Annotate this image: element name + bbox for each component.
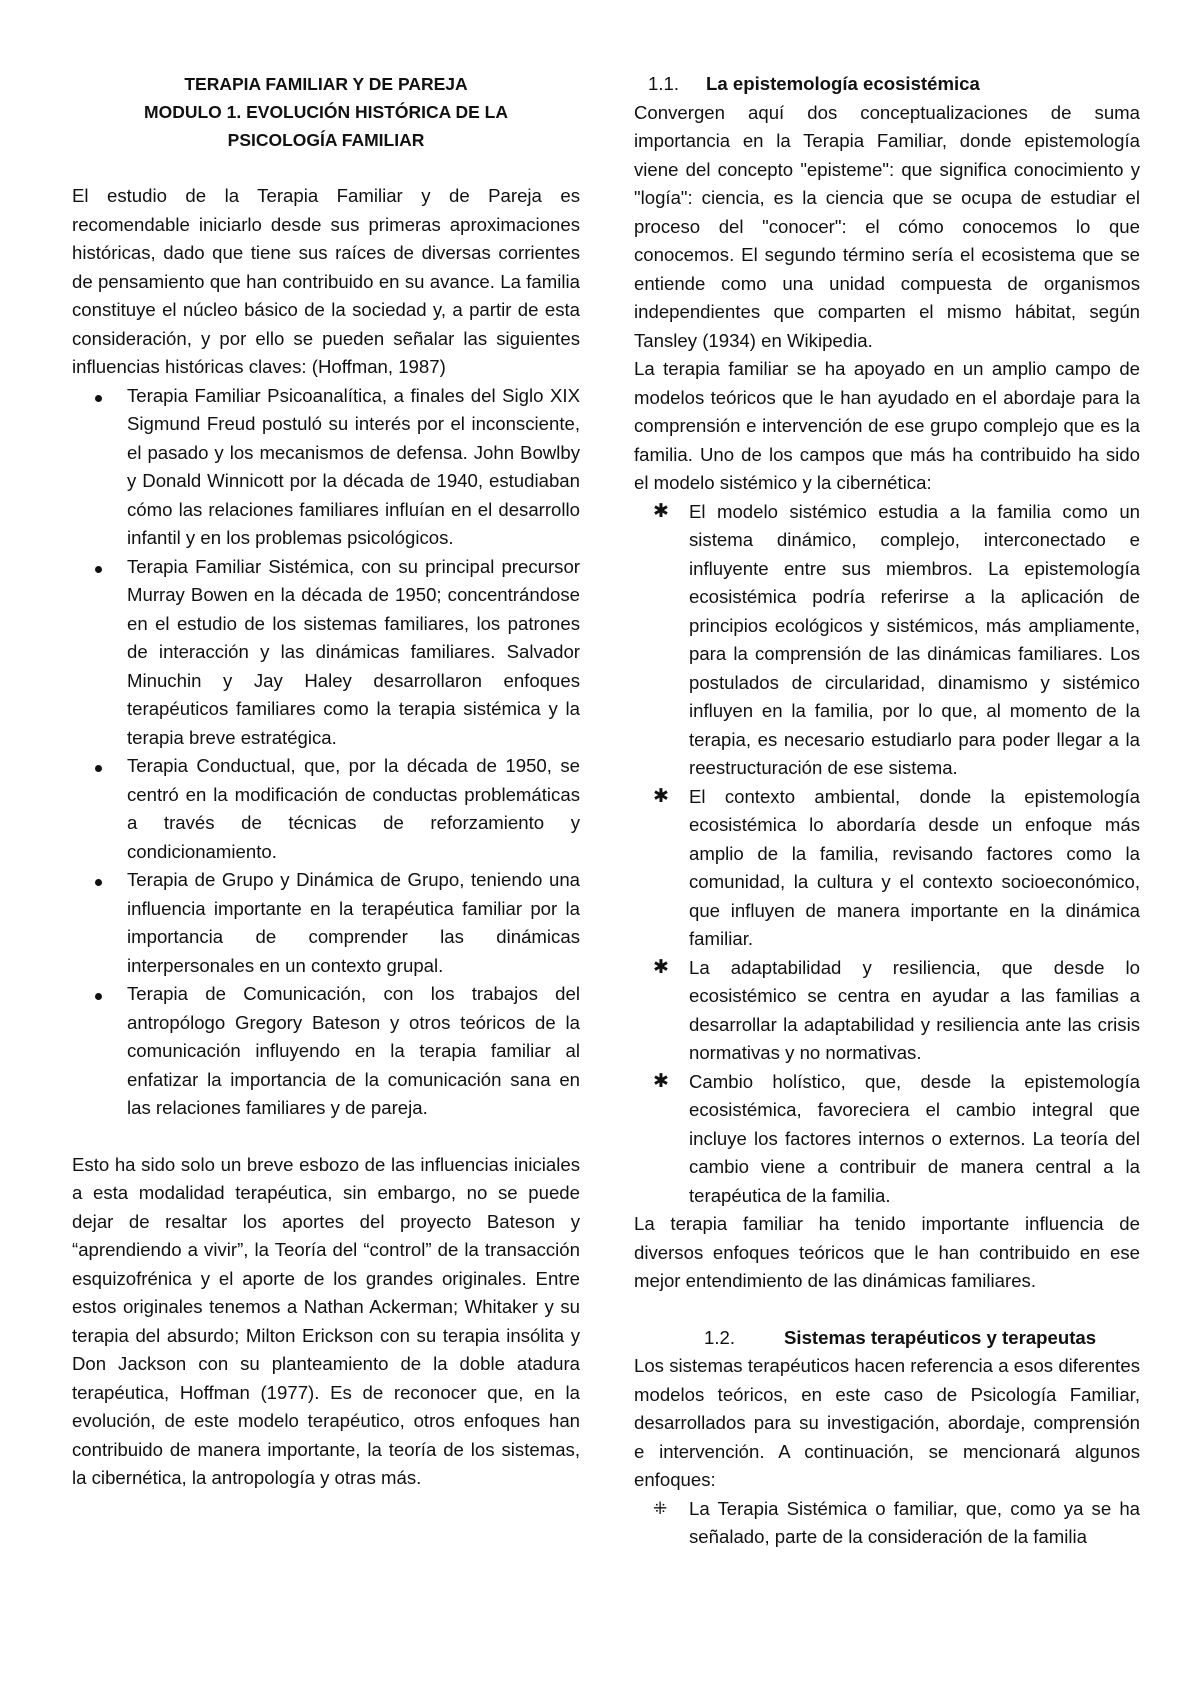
list-item: ⁜ La Terapia Sistémica o familiar, que, como ya se ha señalado, parte de la consideración de la familia: [634, 1495, 1140, 1552]
ecosystemic-list: [634, 498, 1140, 1211]
bullet-star-icon: ✱: [653, 1070, 669, 1092]
bullet-dot-icon: [91, 553, 105, 582]
bullet-dot-icon: [91, 866, 105, 895]
section-title: Sistemas terapéuticos y terapeutas: [784, 1326, 1097, 1348]
bullet-asterisk-icon: ⁜: [653, 1498, 668, 1518]
influences-list: [72, 382, 580, 1123]
left-column: [72, 70, 580, 1493]
document-title-line-1: TERAPIA FAMILIAR Y DE PAREJA: [184, 74, 468, 94]
bullet-dot-icon: [91, 980, 105, 1009]
list-item: ✱ El contexto ambiental, donde la epistemología ecosistémica lo abordaría desde un enfoque más amplio de la familia, revisando factores como la comunidad, la cultura y el contexto socioeconómico, que influyen de manera importante en la dinámica familiar.: [634, 783, 1140, 954]
bullet-star-icon: ✱: [653, 500, 669, 522]
bullet-star-icon: ✱: [653, 785, 669, 807]
list-item: Terapia de Grupo y Dinámica de Grupo, teniendo una influencia importante en la terapéutica familiar por la importancia de comprender las dinámicas interpersonales en un contexto grupal.: [72, 866, 580, 980]
section-1-1-paragraph-2: La terapia familiar se ha apoyado en un amplio campo de modelos teóricos que le han ayudado en el abordaje para la comprensión e intervención de ese grupo complejo que es la familia. Uno de los campos que más ha contribuido ha sido el modelo sistémico y la cibernética:: [634, 358, 1140, 493]
list-item: Terapia Familiar Sistémica, con su principal precursor Murray Bowen en la década de 1950; concentrándose en el estudio de los sistemas familiares, los patrones de interacción y las dinámicas familiares. Salvador Minuchin y Jay Haley desarrollaron enfoques terapéuticos familiares como la terapia sistémica y la terapia breve estratégica.: [72, 553, 580, 753]
list-item: Terapia Familiar Psicoanalítica, a finales del Siglo XIX Sigmund Freud postuló su interés por el inconsciente, el pasado y los mecanismos de defensa. John Bowlby y Donald Winnicott por la década de 1940, estudiaban cómo las relaciones familiares influían en el desarrollo infantil y en los problemas psicológicos.: [72, 382, 580, 553]
section-number: 1.2.: [704, 1326, 736, 1348]
list-item: ✱ Cambio holístico, que, desde la epistemología ecosistémica, favoreciera el cambio integral que incluye los factores internos o externos. La teoría del cambio viene a contribuir de manera central a la terapéutica de la familia.: [634, 1068, 1140, 1211]
section-1-1-paragraph-1: Convergen aquí dos conceptualizaciones de suma importancia en la Terapia Familiar, donde epistemología viene del concepto "episteme": que significa conocimiento y "logía": ciencia, es la ciencia que se ocupa de estudiar el proceso del "conocer": el cómo conocemos lo que conocemos. El segundo término sería el ecosistema que se entiende como una unidad compuesta de organismos independientes que comparten el mismo hábitat, según Tansley (1934) en Wikipedia.: [634, 101, 1140, 351]
bullet-star-icon: ✱: [653, 956, 669, 978]
bullet-dot-icon: [91, 752, 105, 781]
section-heading-1-1: [634, 70, 1140, 99]
list-item: Terapia Conductual, que, por la década de 1950, se centró en la modificación de conductas problemáticas a través de técnicas de reforzamiento y condicionamiento.: [72, 752, 580, 866]
section-number: 1.1.: [648, 73, 680, 94]
right-column: [634, 70, 1140, 1552]
section-1-1-paragraph-3: La terapia familiar ha tenido importante influencia de diversos enfoques teóricos que le han contribuido en ese mejor entendimiento de las dinámicas familiares.: [634, 1213, 1140, 1291]
list-item: ✱ El modelo sistémico estudia a la familia como un sistema dinámico, complejo, interconectado e influyente entre sus miembros. La epistemología ecosistémica podría referirse a la aplicación de principios ecológicos y sistémicos, más ampliamente, para la comprensión de las dinámicas familiares. Los postulados de circularidad, dinamismo y sistémico influyen en la familia, por lo que, al momento de la terapia, es necesario estudiarlo para poder llegar a la reestructuración de ese sistema.: [634, 498, 1140, 783]
section-1-2-paragraph-1: Los sistemas terapéuticos hacen referencia a esos diferentes modelos teóricos, en este caso de Psicología Familiar, desarrollados para su investigación, abordaje, comprensión e intervención. A continuación, se mencionará algunos enfoques:: [634, 1355, 1140, 1490]
list-item: ✱ La adaptabilidad y resiliencia, que desde lo ecosistémico se centra en ayudar a las familias a desarrollar la adaptabilidad y resiliencia ante las crisis normativas y no normativas.: [634, 954, 1140, 1068]
list-item: Terapia de Comunicación, con los trabajos del antropólogo Gregory Bateson y otros teóricos de la comunicación influyendo en la terapia familiar al enfatizar la importancia de la comunicación sana en las relaciones familiares y de pareja.: [72, 980, 580, 1123]
section-heading-1-2: [704, 1324, 1140, 1353]
document-title-line-2: MODULO 1. EVOLUCIÓN HISTÓRICA DE LA: [144, 102, 508, 122]
closing-paragraph: Esto ha sido solo un breve esbozo de las influencias iniciales a esta modalidad terapéutica, sin embargo, no se puede dejar de resaltar los aportes del proyecto Bateson y “aprendiendo a vivir”, la Teoría del “control” de la transacción esquizofrénica y el aporte de los grandes originales. Entre estos originales tenemos a Nathan Ackerman; Whitaker y su terapia del absurdo; Milton Erickson con su terapia insólita y Don Jackson con su planteamiento de la doble atadura terapéutica, Hoffman (1977). Es de reconocer que, en la evolución, de este modelo terapéutico, otros enfoques han contribuido de manera importante, la teoría de los sistemas, la cibernética, la antropología y otras más.: [72, 1153, 580, 1488]
intro-paragraph: El estudio de la Terapia Familiar y de Pareja es recomendable iniciarlo desde sus primeras aproximaciones históricas, dado que tiene sus raíces de diversas corrientes de pensamiento que han contribuido en su avance. La familia constituye el núcleo básico de la sociedad y, a partir de esta consideración, y por ello se pueden señalar las siguientes influencias históricas claves: (Hoffman, 1987): [72, 185, 580, 377]
bullet-dot-icon: [91, 382, 105, 411]
therapeutic-systems-list: [634, 1495, 1140, 1552]
section-title: La epistemología ecosistémica: [706, 73, 980, 94]
document-title-line-3: PSICOLOGÍA FAMILIAR: [227, 130, 425, 150]
